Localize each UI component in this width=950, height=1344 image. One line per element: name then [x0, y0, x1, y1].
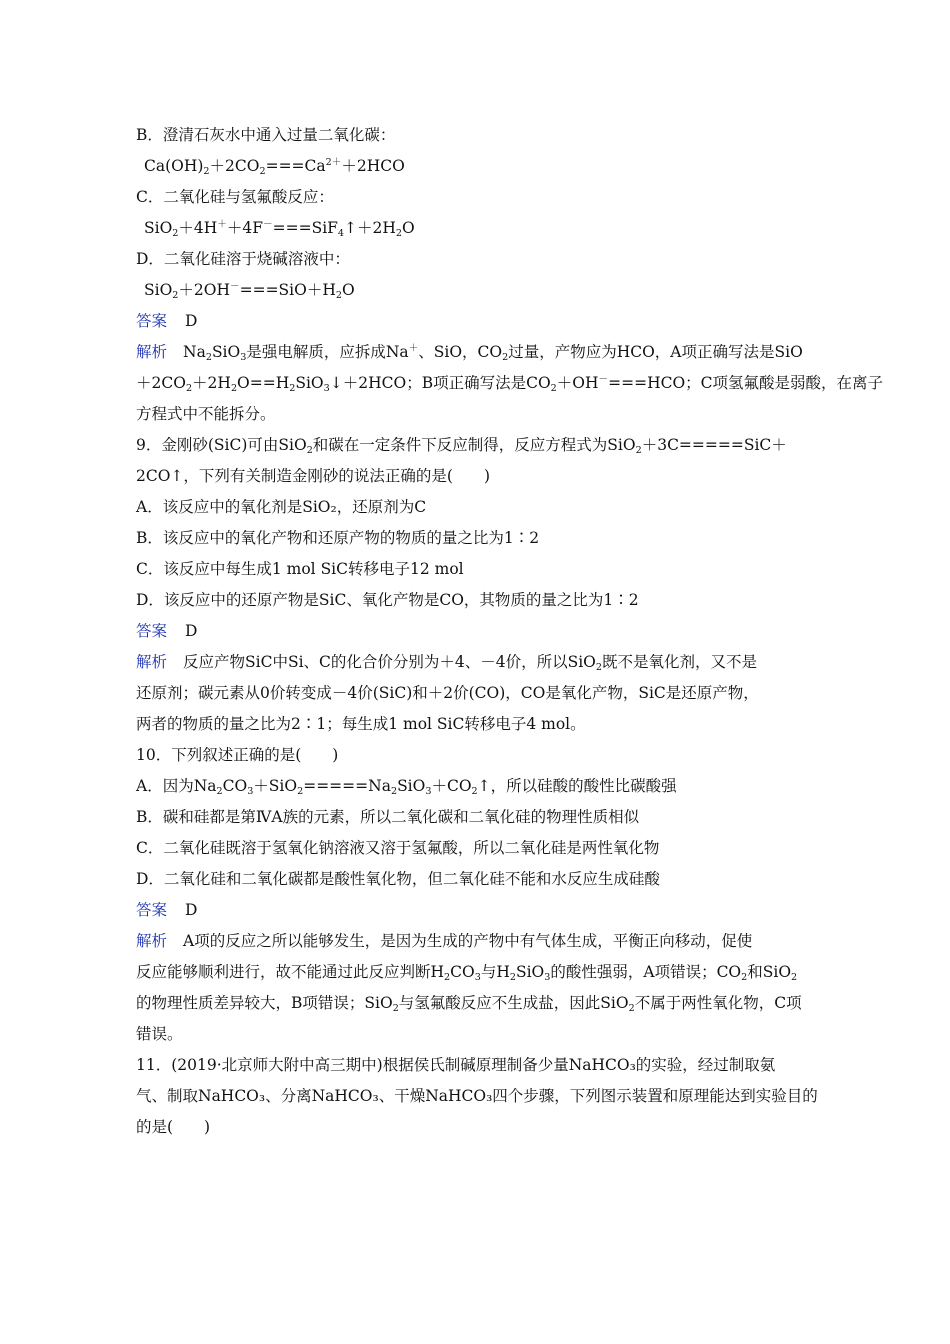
q9-explanation-2: 还原剂；碳元素从0价转变成－4价(SiC)和＋2价(CO)，CO是氧化产物，SiC是还原产物， — [136, 684, 759, 702]
answer-value: D — [185, 622, 198, 640]
answer-label: 答案 — [136, 622, 168, 640]
answer-label: 答案 — [136, 312, 168, 330]
q11-stem-2: 气、制取NaHCO₃、分离NaHCO₃、干燥NaHCO₃四个步骤，下列图示装置和原理能达到实验目的 — [136, 1087, 818, 1105]
q9-answer — [136, 621, 816, 643]
q9-option-a: A．该反应中的氧化剂是SiO₂，还原剂为C — [136, 498, 427, 516]
answer-value: D — [185, 312, 198, 330]
q9-option-d: D．该反应中的还原产物是SiC、氧化产物是CO，其物质的量之比为1∶2 — [136, 591, 639, 609]
q8-option-d-equation: $SiO_2+2OH^-===SiO+H_2O$ — [144, 281, 355, 301]
q10-explanation-1 — [136, 931, 816, 953]
q8-option-c-equation: $SiO_2+4H^++4F^-===SiF_4↑+2H_2O$ — [144, 219, 415, 239]
answer-label: 答案 — [136, 901, 168, 919]
q8-option-c: C．二氧化硅与氢氟酸反应： — [136, 188, 334, 206]
q10-option-b: B．碳和硅都是第ⅣA族的元素，所以二氧化碳和二氧化硅的物理性质相似 — [136, 808, 640, 826]
q10-explanation-text: A项的反应之所以能够发生，是因为生成的产物中有气体生成，平衡正向移动，促使 — [183, 932, 753, 950]
q8-option-b: B．澄清石灰水中通入过量二氧化碳： — [136, 126, 396, 144]
q8-explanation-3: 方程式中不能拆分。 — [136, 405, 276, 423]
answer-value: D — [185, 901, 198, 919]
q10-option-d: D．二氧化硅和二氧化碳都是酸性氧化物，但二氧化硅不能和水反应生成硅酸 — [136, 870, 660, 888]
q9-option-c: C．该反应中每生成1 mol SiC转移电子12 mol — [136, 560, 464, 578]
q9-option-b: B．该反应中的氧化产物和还原产物的物质的量之比为1∶2 — [136, 529, 540, 547]
q8-explanation-1: 解析 $Na_2SiO_3$是强电解质，应拆成Na＋、SiO，$CO_2$过量，产物应为HCO，A项正确写法是SiO — [136, 343, 803, 363]
q9-stem-2: 2CO↑，下列有关制造金刚砂的说法正确的是( ) — [136, 467, 491, 485]
q8-option-b-equation: $Ca(OH)_2+2CO_2===Ca^{2+}+2HCO$ — [144, 157, 405, 177]
q10-option-c: C．二氧化硅既溶于氢氧化钠溶液又溶于氢氟酸，所以二氧化硅是两性氧化物 — [136, 839, 660, 857]
q10-explanation-2: 反应能够顺利进行，故不能通过此反应判断$H_2CO_3$与$H_2SiO_3$的酸性强弱，A项错误；$CO_2$和SiO$_2$ — [136, 963, 798, 983]
q8-answer — [136, 311, 816, 333]
q11-stem-3: 的是( ) — [136, 1118, 211, 1136]
q10-answer — [136, 900, 816, 922]
q8-explanation-2: $+2CO_2+2H_2O==H_2SiO_3↓+2HCO$；B项正确写法是$CO_2+OH^-===HCO$；C项氢氟酸是弱酸，在离子 — [136, 374, 884, 394]
q10-explanation-4: 错误。 — [136, 1025, 183, 1043]
q9-explanation-1: 解析 反应产物SiC中Si、C的化合价分别为＋4、－4价，所以SiO$_2$既不是氧化剂，又不是 — [136, 653, 758, 673]
explanation-label: 解析 — [136, 932, 168, 950]
q10-explanation-3: 的物理性质差异较大，B项错误；SiO$_2$与氢氟酸反应不生成盐，因此SiO$_2$不属于两性氧化物，C项 — [136, 994, 802, 1014]
explanation-label: 解析 — [136, 343, 168, 361]
q9-stem-1: 9．金刚砂(SiC)可由SiO$_2$和碳在一定条件下反应制得，反应方程式为SiO$_2$＋3C=====SiC＋ — [136, 436, 787, 456]
q11-stem-1: 11．(2019·北京师大附中高三期中)根据侯氏制碱原理制备少量NaHCO₃的实验，经过制取氨 — [136, 1056, 776, 1074]
q9-explanation-3: 两者的物质的量之比为2∶1；每生成1 mol SiC转移电子4 mol。 — [136, 715, 586, 733]
q10-stem: 10．下列叙述正确的是( ) — [136, 746, 339, 764]
explanation-label: 解析 — [136, 653, 168, 671]
q10-option-a: A．因为$Na_2CO_3+SiO_2=====Na_2SiO_3+CO_2↑$，所以硅酸的酸性比碳酸强 — [136, 777, 677, 797]
q8-option-d: D．二氧化硅溶于烧碱溶液中： — [136, 250, 350, 268]
